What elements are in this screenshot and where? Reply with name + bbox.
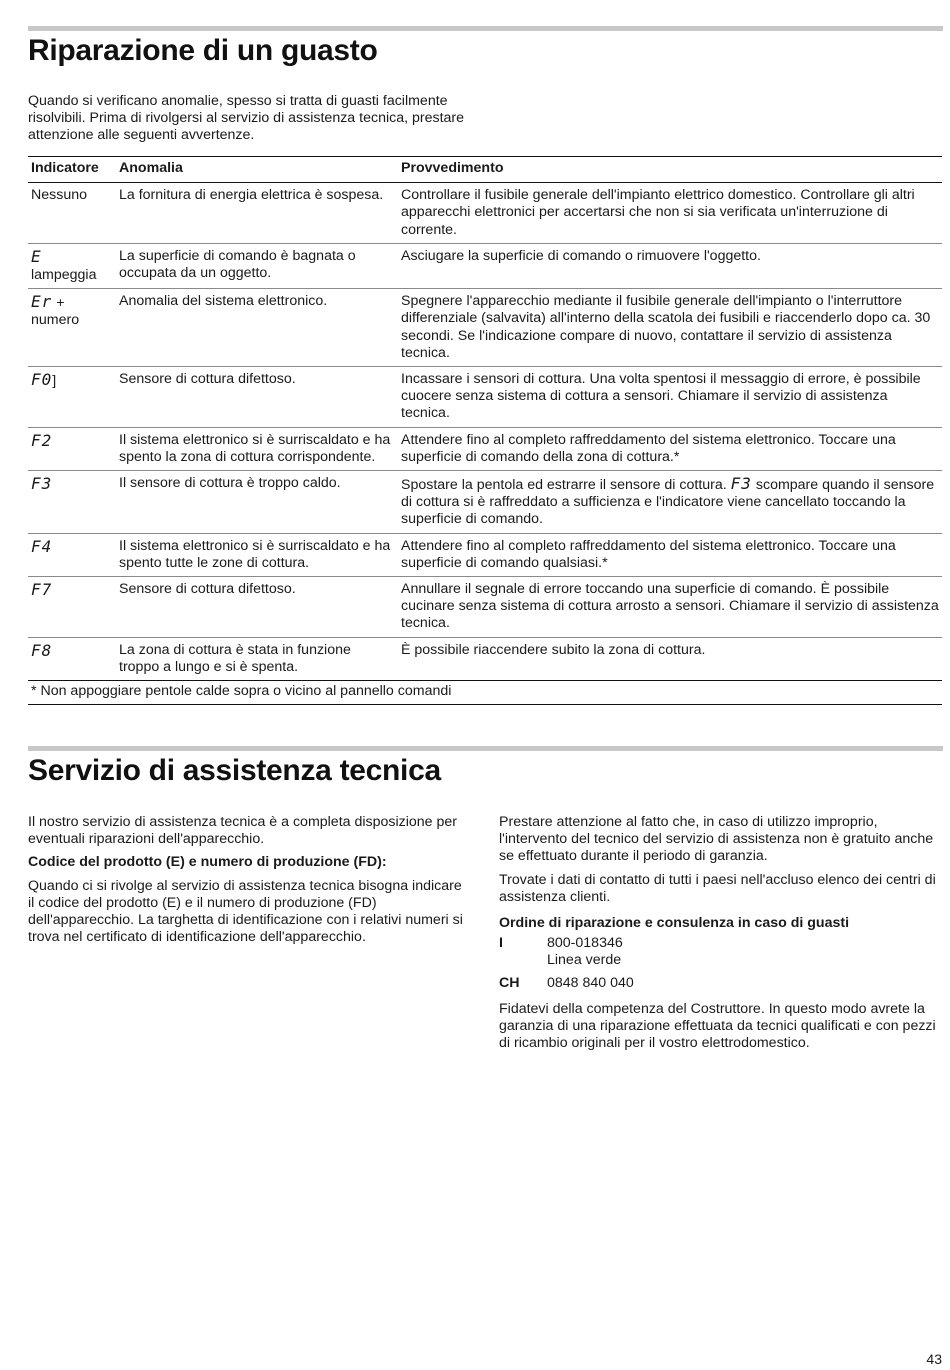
display-code: F8 [31, 640, 53, 660]
indicator-cell [28, 243, 116, 288]
phone-number[interactable]: 800-018346 [547, 935, 623, 952]
problem-cell: Sensore di cottura difettoso. [116, 367, 398, 428]
section-divider [28, 746, 943, 751]
repair-order-subheading: Ordine di riparazione e consulenza in caso di guasti [499, 915, 850, 932]
table-footnote-row [28, 681, 942, 705]
warranty-paragraph: Prestare attenzione al fatto che, in caso di utilizzo improprio, l'intervento del tecnico del servizio di assistenza non è gratuito anche se effettuato durante il periodo di garanzia. [499, 814, 934, 865]
problem-cell: Sensore di cottura difettoso. [116, 577, 398, 638]
indicator-cell [28, 289, 116, 367]
display-code: F7 [31, 580, 53, 600]
table-row [28, 367, 942, 428]
header-indicatore: Indicatore [28, 157, 116, 183]
country-code: I [499, 935, 503, 952]
table-row [28, 243, 942, 288]
table-row [28, 637, 942, 680]
display-code: F2 [31, 430, 53, 450]
product-code-paragraph: Quando ci si rivolge al servizio di assistenza tecnica bisogna indicare il codice del prodotto (E) e il numero di produzione (FD) dell'apparecchio. La targhetta di identificazione con i relativi numeri si trova nel certificato di identificazione dell'apparecchio. [28, 877, 463, 946]
section-title-servizio: Servizio di assistenza tecnica [28, 754, 441, 787]
indicator-cell [28, 577, 116, 638]
action-cell: Incassare i sensori di cottura. Una volta spentosi il messaggio di errore, è possibile cuocere senza sistema di cottura a sensori. Chiamare il servizio di assistenza tecnica. [398, 367, 942, 428]
display-code: Er [31, 292, 53, 312]
indicator-text: + numero [31, 295, 80, 329]
problem-cell: La fornitura di energia elettrica è sospesa. [116, 183, 398, 244]
action-text: Spostare la pentola ed estrarre il sensore di cottura. [401, 477, 727, 494]
action-text: scompare quando il sensore di cottura si è raffreddato a sufficienza e l'indicatore viene cancellato toccando la superficie di comando. [401, 477, 935, 528]
error-table [28, 156, 942, 705]
phone-details [547, 935, 623, 969]
action-cell: Spegnere l'apparecchio mediante il fusibile generale dell'impianto o l'interruttore differenziale (salvavita) all'interno della scatola dei fusibili e riaccenderlo dopo ca. 30 secondi. Se l'indicazione compare di nuovo, contattare il servizio di assistenza tecnica. [398, 289, 942, 367]
table-row [28, 471, 942, 534]
table-row [28, 289, 942, 367]
action-cell: Annullare il segnale di errore toccando una superficie di comando. È possibile cucinare senza sistema di cottura arrosto a sensori. Chiamare il servizio di assistenza tecnica. [398, 577, 942, 638]
action-cell: Asciugare la superficie di comando o rimuovere l'oggetto. [398, 243, 942, 288]
display-code: F4 [31, 536, 53, 556]
section-divider [28, 26, 943, 31]
product-code-subheading: Codice del prodotto (E) e numero di produzione (FD): [28, 854, 387, 871]
table-row [28, 533, 942, 576]
action-cell: È possibile riaccendere subito la zona di cottura. [398, 637, 942, 680]
intro-paragraph: Quando si verificano anomalie, spesso si tratta di guasti facilmente risolvibili. Prima di rivolgersi al servizio di assistenza tecnica, prestare attenzione alle seguenti avvertenze. [28, 93, 465, 144]
display-code: E [31, 246, 42, 266]
right-column [499, 814, 941, 1052]
phone-note: Linea verde [547, 952, 622, 969]
phone-entry-italy [499, 935, 941, 969]
service-intro-paragraph: Il nostro servizio di assistenza tecnica è a completa disposizione per eventuali riparazioni dell'apparecchio. [28, 814, 457, 848]
problem-cell: Il sistema elettronico si è surriscaldato e ha spento la zona di cottura corrispondente. [116, 427, 398, 470]
table-footnote: * Non appoggiare pentole calde sopra o vicino al pannello comandi [28, 681, 942, 705]
indicator-cell [28, 471, 116, 534]
action-cell: Controllare il fusibile generale dell'impianto elettrico domestico. Controllare gli altri apparecchi elettronici per accertarsi che non si sia verificata un'interruzione di corrente. [398, 183, 942, 244]
left-column [28, 814, 468, 946]
action-cell [398, 471, 942, 534]
phone-entry-switzerland [499, 975, 941, 992]
indicator-cell [28, 533, 116, 576]
action-cell: Attendere fino al completo raffreddamento del sistema elettronico. Toccare una superficie di comando qualsiasi.* [398, 533, 942, 576]
action-cell: Attendere fino al completo raffreddamento del sistema elettronico. Toccare una superficie di comando della zona di cottura.* [398, 427, 942, 470]
problem-cell: La zona di cottura è stata in funzione troppo a lungo e si è spenta. [116, 637, 398, 680]
contacts-paragraph: Trovate i dati di contatto di tutti i paesi nell'accluso elenco dei centri di assistenza clienti. [499, 871, 936, 905]
problem-cell: Anomalia del sistema elettronico. [116, 289, 398, 367]
header-anomalia: Anomalia [116, 157, 398, 183]
section-title-riparazione: Riparazione di un guasto [28, 34, 378, 67]
table-header-row [28, 157, 942, 183]
problem-cell: Il sensore di cottura è troppo caldo. [116, 471, 398, 534]
indicator-cell [28, 183, 116, 244]
manufacturer-paragraph: Fidatevi della competenza del Costruttore. In questo modo avrete la garanzia di una riparazione effettuata da tecnici qualificati e con pezzi di ricambio originali per il vostro elettrodomestico. [499, 1000, 936, 1052]
indicator-cell [28, 427, 116, 470]
page-number: 43 [926, 1351, 942, 1367]
indicator-text: Nessuno [31, 187, 87, 204]
indicator-cell [28, 367, 116, 428]
indicator-text: lampeggia [31, 267, 97, 284]
problem-cell: Il sistema elettronico si è surriscaldato e ha spento tutte le zone di cottura. [116, 533, 398, 576]
table-row [28, 577, 942, 638]
display-code: F3 [730, 474, 752, 494]
country-code: CH [499, 974, 520, 991]
problem-cell: La superficie di comando è bagnata o occupata da un oggetto. [116, 243, 398, 288]
display-code: F0 [31, 370, 53, 390]
indicator-cell [28, 637, 116, 680]
indicator-text: ] [52, 373, 57, 390]
table-row [28, 183, 942, 244]
header-provvedimento: Provvedimento [398, 157, 942, 183]
table-row [28, 427, 942, 470]
phone-number[interactable]: 0848 840 040 [547, 974, 634, 991]
display-code: F3 [31, 474, 53, 494]
